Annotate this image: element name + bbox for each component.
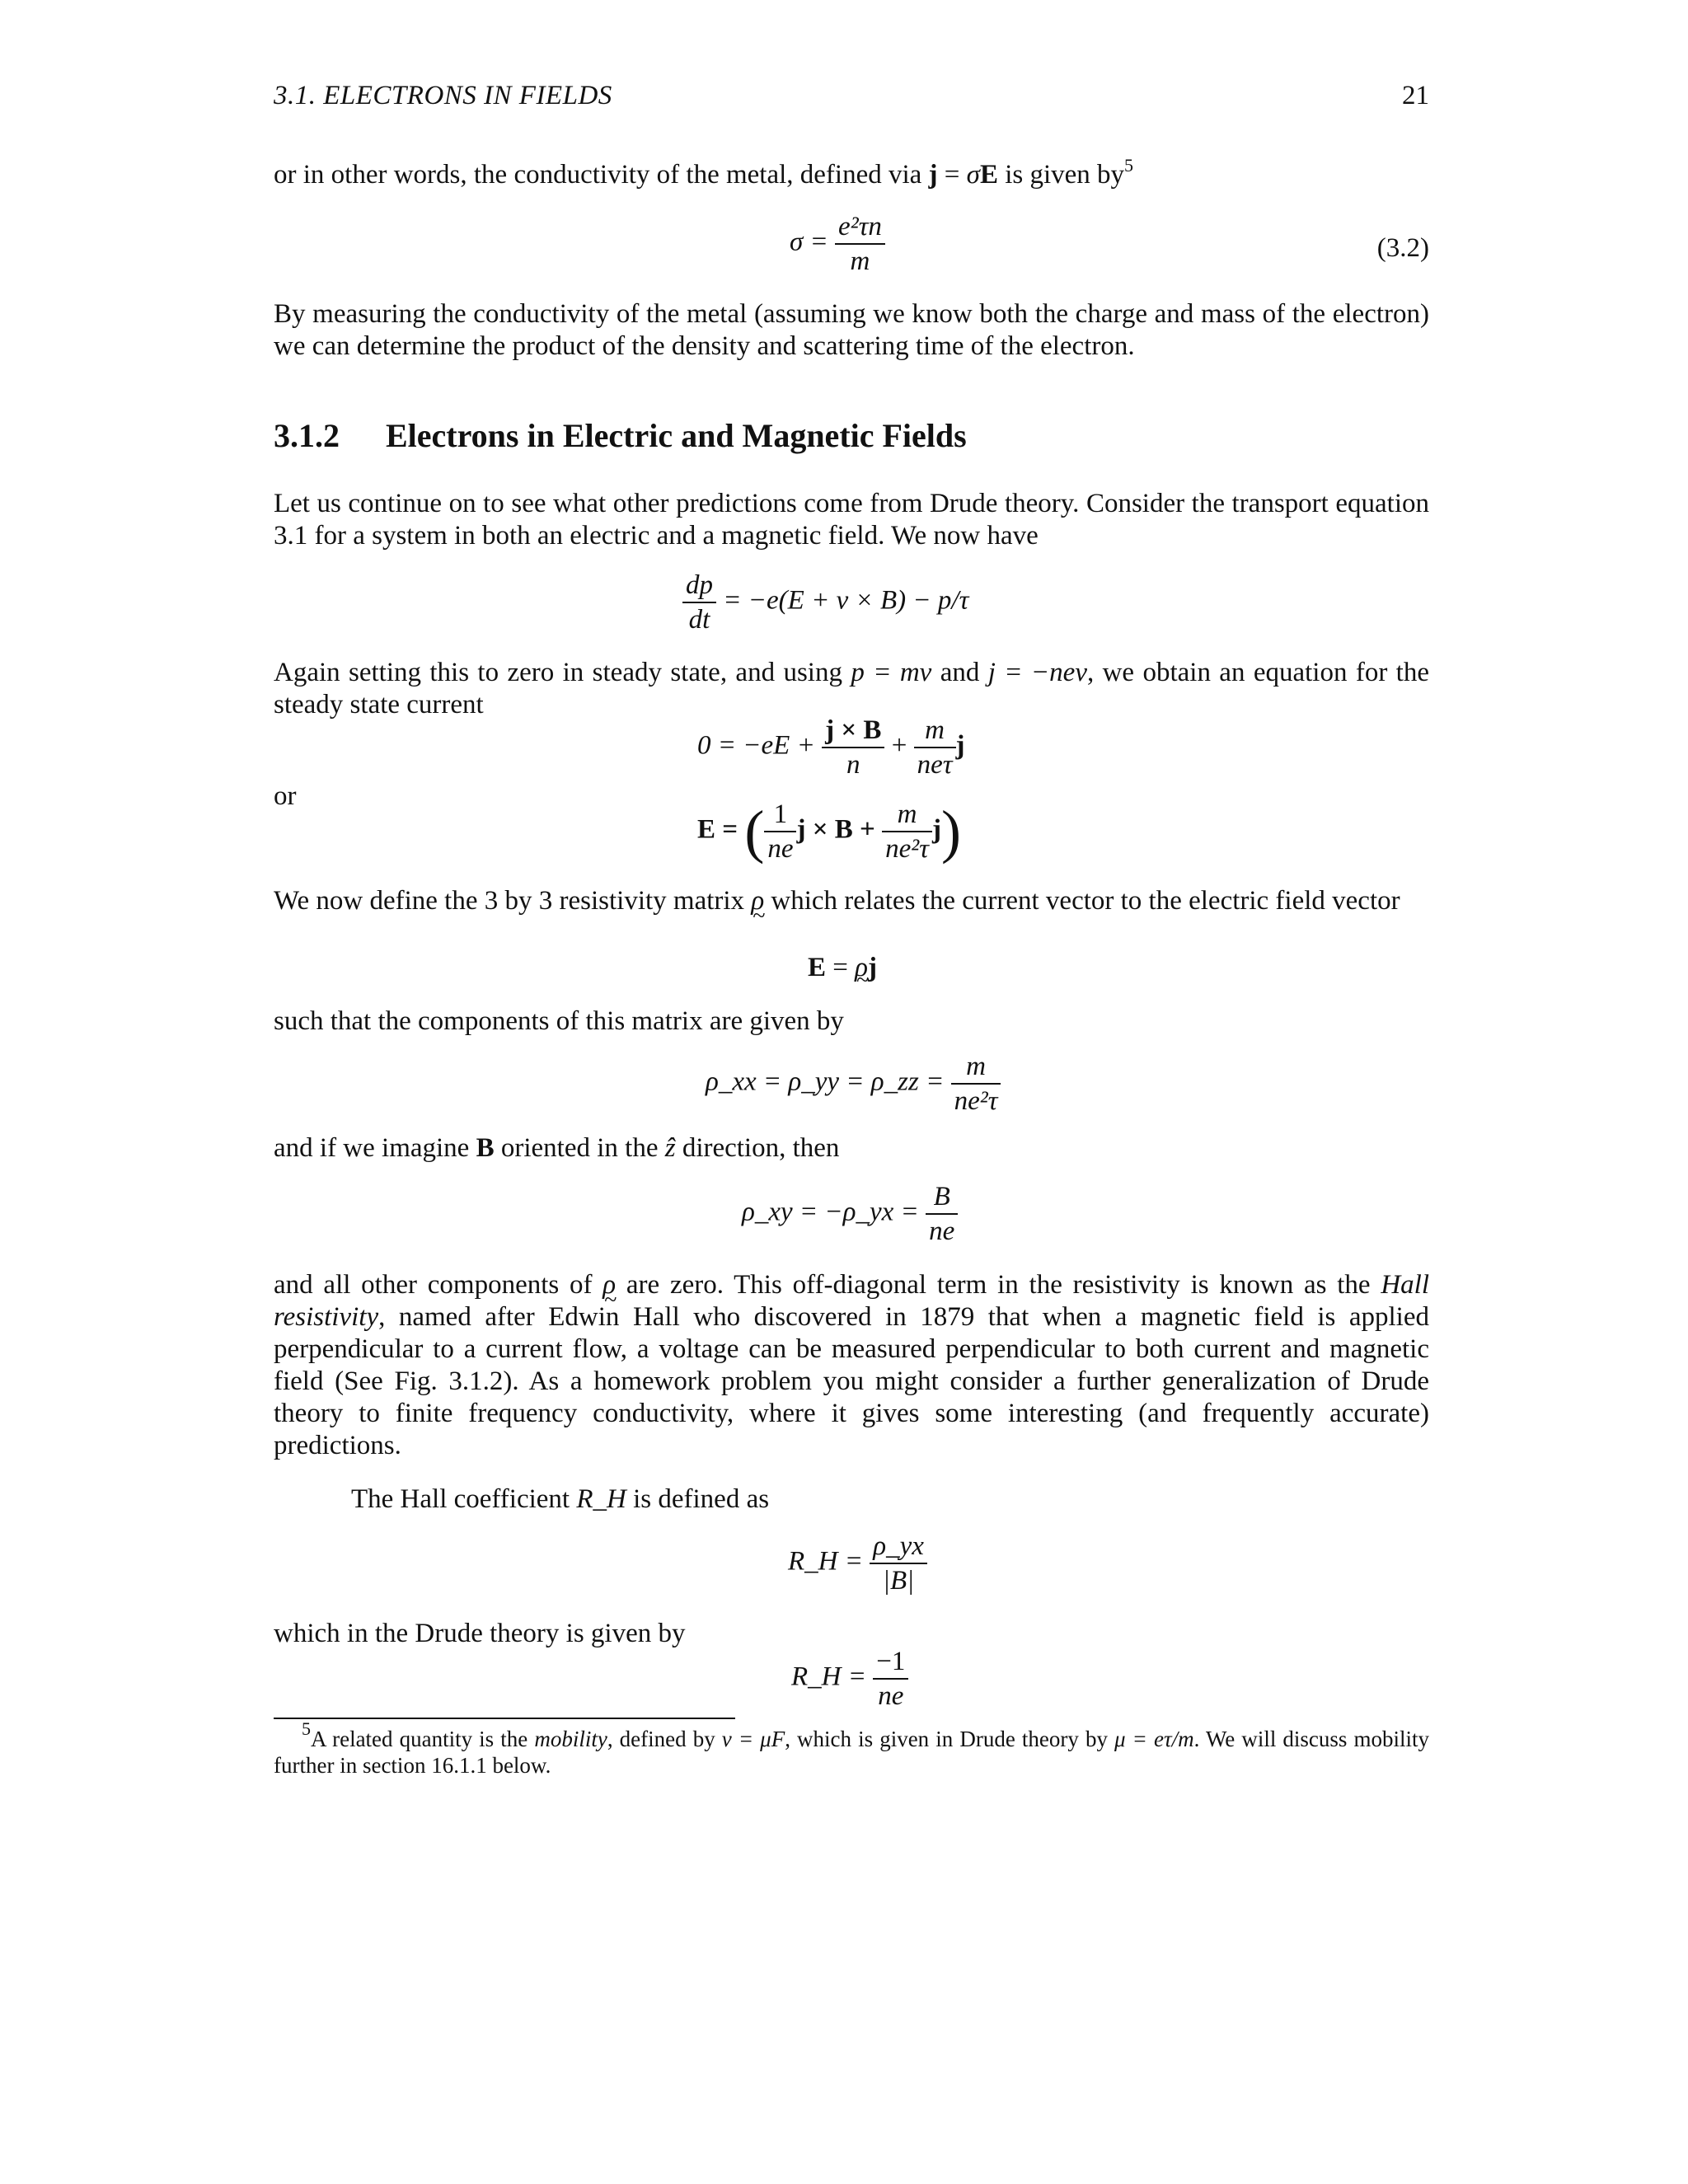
equation-hall-resistivity: ρ_xy = −ρ_yx = $\frac{B}{ne}$ — [742, 1180, 958, 1248]
fraction: $\frac{j \times B}{n}$ — [822, 714, 884, 781]
paragraph-drude-predictions: Let us continue on to see what other predictions come from Drude theory. Consider the transport equation 3.1 for a system in both an electric and a magnetic field. We now have — [274, 489, 1429, 551]
paragraph-resistivity-matrix: We now define the 3 by 3 resistivity matrix ρ ~ which relates the current vector to the electric field vector — [274, 885, 1429, 917]
fraction: $\frac{\text{e²τn}}{m}$ — [835, 210, 885, 278]
equation-steady-state: 0 = −eE + $\frac{j \times B}{n}$ + $\frac{m}{\text{neτ}}$ j — [697, 715, 965, 780]
equation-hall-coefficient-drude: R_H = $\frac{-1}{ne}$ — [791, 1645, 908, 1713]
equation-diagonal-resistivity: ρ_xx = ρ_yy = ρ_zz = $\frac{m}{\text{ne²τ}}$ — [706, 1050, 1001, 1118]
footnote-number: 5 — [302, 1718, 311, 1739]
paragraph-components: such that the components of this matrix are given by — [274, 1006, 844, 1036]
equation-number: (3.2) — [1376, 233, 1429, 263]
paragraph-measurement: By measuring the conductivity of the metal (assuming we know both the charge and mass of the electron) we can determine the product of the density and scattering time of the electron. — [274, 299, 1429, 361]
equation-electric-field: E = ( $\frac{1}{ne}$ j × B + $\frac{m}{\text{ne²τ}}$ j) — [697, 799, 961, 865]
paragraph-conductivity-intro: or in other words, the conductivity of the metal, defined via j = σE is given $by^5$ — [274, 155, 1134, 190]
fraction: $\frac{m}{\text{ne²τ}}$ — [951, 1050, 1001, 1118]
paragraph-steady-state: Again setting this to zero in steady state, and using p = mv and j = −nev, we obtain an equation for the steady state current — [274, 658, 1429, 719]
section-title: Electrons in Electric and Magnetic Fields — [386, 417, 967, 454]
fraction: $\frac{m}{\text{neτ}}$ — [914, 714, 956, 781]
section-number: 3.1.2 — [274, 417, 340, 454]
equation-hall-coefficient-definition: R_H = $\frac{\rho\_yx}{|B|}$ — [788, 1530, 927, 1597]
equation-conductivity: σ = $\frac{\text{e²τn}}{m}$ — [790, 210, 885, 278]
fraction: $\frac{m}{\text{ne²τ}}$ — [882, 798, 932, 865]
footnote: $^5$A related quantity is the mobility, defined by v = μF, which is given in Drude theory by μ = eτ/m. We will discuss mobility further in section 16.1.1 below. — [274, 1718, 1430, 1778]
page-number: 21 — [1402, 81, 1429, 110]
paragraph-hall-coefficient: The Hall coefficient R_H is defined as — [351, 1484, 770, 1514]
running-title: 3.1. ELECTRONS IN FIELDS — [274, 81, 612, 110]
connector-or: or — [274, 781, 297, 811]
footnote-rule — [274, 1718, 735, 1719]
section-heading — [274, 416, 967, 455]
footnote-marker: 5 — [1124, 155, 1134, 176]
fraction: $\frac{-1}{ne}$ — [873, 1645, 908, 1713]
fraction: $\frac{B}{ne}$ — [926, 1180, 958, 1248]
fraction: $\frac{1}{ne}$ — [764, 798, 796, 865]
page-header — [274, 81, 1429, 117]
fraction: $\frac{dp}{dt}$ — [682, 569, 716, 636]
paragraph-drude-hall: which in the Drude theory is given by — [274, 1619, 686, 1648]
paragraph-magnetic-orientation: and if we imagine B oriented in the ẑ direction, then — [274, 1133, 840, 1163]
paragraph-hall-resistivity: and all other components of ρ ~ are zero. This off-diagonal term in the resistivity is known as the Hall resistivity, named after Edwin Hall who discovered in 1879 that when a magnetic field is applied perpendicular to a current flow, a voltage can be measured perpendicular to both current and magnetic field (See Fig. 3.1.2). As a homework problem you might consider a further generalization of Drude theory to finite frequency conductivity, where it gives some interesting (and frequently accurate) predictions. — [274, 1269, 1429, 1462]
equation-ohm-matrix: E = ρ ~j — [808, 953, 877, 983]
fraction: $\frac{\rho\_yx}{|B|}$ — [870, 1530, 927, 1597]
equation-transport: $\frac{dp}{dt}$ = −e(E + v × B) − p/τ — [682, 569, 968, 636]
